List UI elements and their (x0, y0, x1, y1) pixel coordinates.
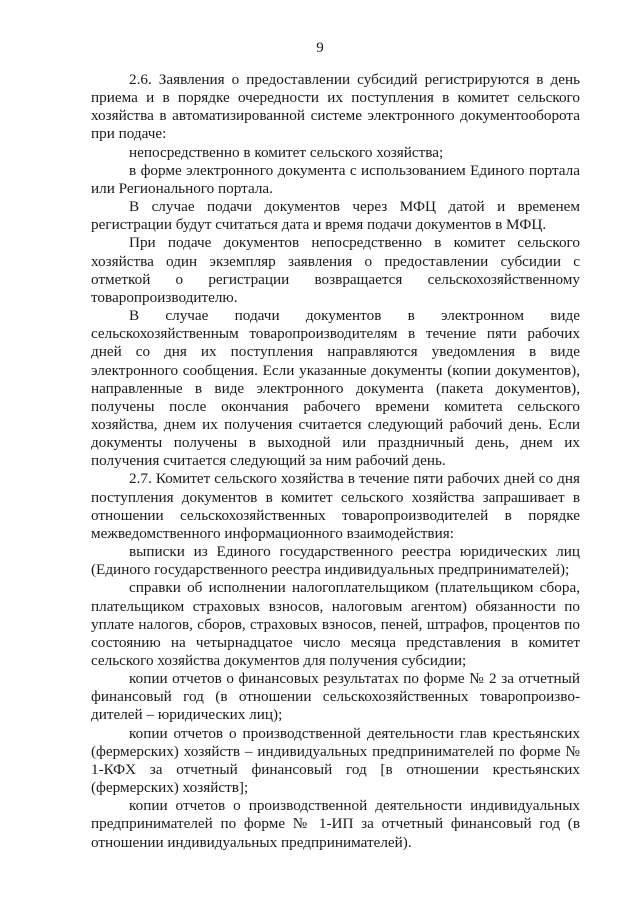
paragraph-mfc-submission: В случае подачи документов через МФЦ датой и временем регистрации будут считаться дата и время подачи документов в МФЦ. (91, 198, 580, 234)
paragraph-2-6-registration: 2.6. Заявления о предоставлении субсидий регистрируются в день приема и в порядке очередности их поступления в комитет сельского хозяйства в автоматизированной системе электронного документооборота при подаче: (91, 71, 580, 143)
paragraph-electronic-notification: В случае подачи документов в электронном виде сельскохозяйственным товаропроизводителям в течение пяти рабочих дней со дня их поступления направляются уведомления в виде электронного сообщения. Если указанные документы (копии документов), направленные в виде электронного документа (пакета документов), получены после окончания рабочего времени комитета сельского хозяйства, днем их получения считается следующий рабочий день. Если документы получены в выходной или праздничный день, днем их получения считается следующий за ним рабочий день. (91, 307, 580, 470)
paragraph-direct-copy-return: При подаче документов непосредственно в комитет сельского хозяйства один экземпляр заявления о предоставлении субсидии с отметкой о регистрации возвращается сельскохозяйственному товаропроизводителю. (91, 234, 580, 306)
paragraph-ip-reports: копии отчетов о производственной деятельности индивидуальных предпринимателей по форме № 1-ИП за отчетный финансовый год (в отношении индивидуальных предпринимателей). (91, 797, 580, 851)
paragraph-direct-submission: непосредственно в комитет сельского хозяйства; (129, 143, 444, 161)
paragraph-electronic-form: в форме электронного документа с использованием Единого портала или Регионального портала. (91, 161, 580, 197)
document-body (91, 71, 580, 852)
paragraph-tax-certificates: справки об исполнении налогоплательщиком (плательщиком сбора, плательщиком страховых взносов, налоговым агентом) обязанности по уплате налогов, сборов, страховых взносов, пеней, штрафов, процентов по состоянию на четырнадцатое число месяца представления в комитет сельского хозяйства документов для получения субсидии; (91, 579, 580, 669)
paragraph-2-7-interagency-request: 2.7. Комитет сельского хозяйства в течение пяти рабочих дней со дня поступления документов в комитет сельского хозяйства запрашивает в отношении сельскохозяйственных товаропроизводителей в порядке межведомственного информационного взаимодействия: (91, 470, 580, 542)
paragraph-kfh-reports: копии отчетов о производственной деятельности глав крестьянских (фермерских) хозяйств – индивидуальных предпринимателей по форме № 1-КФХ за отчетный финансовый год [в отношении крестьянских (фермерских) хозяйств]; (91, 724, 580, 797)
paragraph-financial-reports: копии отчетов о финансовых результатах по форме № 2 за отчетный финансовый год (в отношении сельскохозяйственных товаропроизводителей – юридических лиц); (91, 670, 580, 724)
paragraph-registry-extracts: выписки из Единого государственного реестра юридических лиц (Единого государственного реестра индивидуальных предпринимателей); (91, 543, 580, 579)
page-number: 9 (316, 40, 324, 56)
